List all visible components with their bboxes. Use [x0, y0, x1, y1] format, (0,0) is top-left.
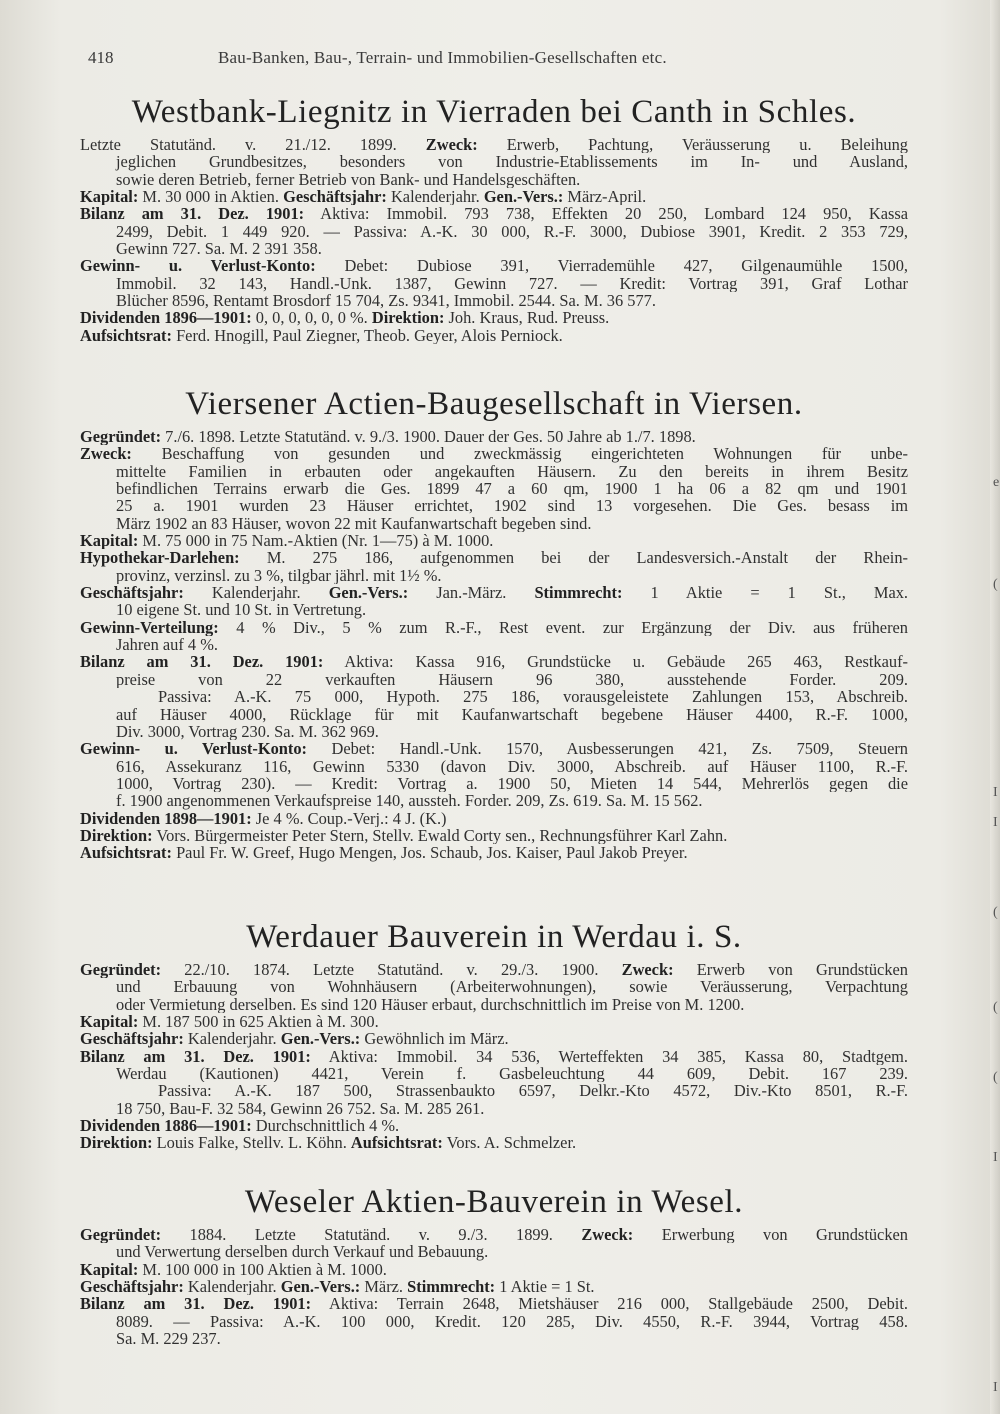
field-text: preise von 22 verkauften Häusern 96 380, ausstehende Forder. 209. — [116, 670, 908, 689]
field-label: Gen.-Vers.: — [483, 188, 564, 206]
field-text: 8089. — Passiva: A.-K. 100 000, Kredit. 120 285, Div. 4550, R.-F. 3944, Vortrag 458. — [116, 1312, 908, 1331]
field-text: Letzte Statutänd. v. 21./12. 1899. — [80, 136, 426, 154]
text-line — [80, 653, 908, 670]
field-text: Blücher 8596, Rentamt Brosdorf 15 704, Zs. 9341, Immobil. 2544. Sa. M. 36 577. — [116, 292, 656, 310]
field-text: oder Vermietung derselben. Es sind 120 Häuser erbaut, durchschnittlich im Preise von M. 1200. — [116, 995, 745, 1014]
text-line — [80, 1278, 908, 1295]
field-label: Direktion: — [371, 309, 445, 327]
text-line — [80, 171, 908, 188]
field-text: Jan.-März. — [408, 584, 535, 602]
field-label: Bilanz am 31. Dez. 1901: — [80, 1295, 312, 1313]
text-line — [80, 549, 908, 566]
field-text: 1 Aktie = 1 St. — [495, 1278, 595, 1296]
field-text: jeglichen Grundbesitzes, besonders von Industrie-Etablissements im In- und Ausland, — [116, 153, 908, 171]
field-text: 1 Aktie = 1 St., Max. — [622, 584, 908, 602]
entry-westbank-liegnitz — [80, 92, 908, 344]
text-line — [80, 1065, 908, 1082]
field-text: 616, Assekuranz 116, Gewinn 5330 (davon Div. 3000, Abschreib. auf Häuser 1100, R.-F. — [116, 757, 908, 775]
field-text: 18 750, Bau-F. 32 584, Gewinn 26 752. Sa. M. 285 261. — [116, 1099, 485, 1118]
edge-mark: ( — [993, 905, 998, 920]
text-line — [80, 1030, 908, 1047]
field-label: Aufsichtsrat: — [80, 326, 172, 345]
field-text: M. 30 000 in Aktien. — [138, 188, 284, 206]
text-line — [80, 1117, 908, 1134]
text-line — [80, 706, 908, 723]
field-text: Paul Fr. W. Greef, Hugo Mengen, Jos. Schaub, Jos. Kaiser, Paul Jakob Preyer. — [171, 844, 688, 862]
adjacent-page-edge — [990, 0, 1000, 1414]
field-text: Werdau (Kautionen) 4421, Verein f. Gasbeleuchtung 44 609, Debit. 167 239. — [116, 1065, 908, 1083]
field-label: Bilanz am 31. Dez. 1901: — [80, 653, 324, 671]
edge-mark: ( — [993, 1000, 998, 1015]
text-line — [80, 532, 908, 549]
text-line — [80, 810, 908, 827]
field-label: Stimmrecht: — [407, 1278, 496, 1296]
field-text: und Erbauung von Wohnhäusern (Arbeiterwohnungen), sowie Veräusserung, Verpachtung — [116, 978, 908, 996]
text-line — [80, 844, 908, 861]
text-line — [80, 205, 908, 222]
field-label: Gen.-Vers.: — [280, 1278, 361, 1296]
field-text: Vors. Bürgermeister Peter Stern, Stellv. Ewald Corty sen., Rechnungsführer Karl Zahn. — [152, 826, 728, 845]
text-line — [80, 1134, 908, 1151]
entry-title: Viersener Actien-Baugesellschaft in Viersen. — [185, 386, 803, 422]
field-text: Passiva: A.-K. 75 000, Hypoth. 275 186, vorausgeleistete Zahlungen 153, Abschreib. — [158, 688, 908, 706]
field-label: Bilanz am 31. Dez. 1901: — [80, 1047, 311, 1066]
text-line — [80, 996, 908, 1013]
field-label: Aufsichtsrat: — [80, 844, 172, 862]
entry-werdauer-bauverein — [80, 917, 908, 1152]
field-label: Direktion: — [80, 826, 153, 845]
field-label: Kapital: — [80, 1260, 139, 1279]
text-line — [80, 758, 908, 775]
entry-title: Werdauer Bauverein in Werdau i. S. — [246, 919, 742, 955]
field-text: Jahren auf 4 %. — [116, 636, 218, 654]
field-text: 1000, Vortrag 230). — Kredit: Vortrag a. 1900 50, Mieten 14 544, Mehrerlös gegen die — [116, 774, 908, 793]
text-line — [80, 978, 908, 995]
entry-body — [80, 136, 908, 344]
field-text: März-April. — [563, 188, 647, 206]
page-header — [88, 48, 908, 74]
field-text: Kalenderjahr. — [386, 188, 484, 206]
field-text: Beschaffung von gesunden und zweckmässig eingerichteten Wohnungen für unbe- — [131, 445, 908, 463]
field-text: mittelte Familien in erbauten oder angekauften Häusern. Zu den bereits in ihrem Besitz — [116, 462, 908, 481]
text-line — [80, 619, 908, 636]
entry-title: Weseler Aktien-Bauverein in Wesel. — [244, 1184, 744, 1220]
entry-viersener-actien-baugesellschaft — [80, 384, 908, 862]
field-label: Kapital: — [80, 532, 139, 550]
text-line — [80, 1261, 908, 1278]
field-label: Gen.-Vers.: — [280, 1030, 361, 1048]
field-text: 10 eigene St. und 10 St. in Vertretung. — [116, 601, 367, 619]
field-label: Geschäftsjahr: — [283, 188, 387, 206]
field-text: Durchschnittlich 4 %. — [251, 1117, 400, 1135]
field-label: Gewinn- u. Verlust-Konto: — [80, 740, 307, 758]
entry-body — [80, 428, 908, 862]
field-text: Erwerb von Grundstücken — [673, 961, 908, 979]
text-line — [80, 240, 908, 257]
field-label: Hypothekar-Darlehen: — [80, 549, 240, 567]
text-line — [80, 1226, 908, 1243]
field-text: Louis Falke, Stellv. L. Köhn. — [152, 1134, 351, 1152]
field-label: Gewinn- u. Verlust-Konto: — [80, 257, 316, 275]
text-line — [80, 309, 908, 326]
field-label: Direktion: — [80, 1134, 153, 1152]
field-label: Gegründet: — [80, 961, 162, 979]
field-text: Je 4 %. Coup.-Verj.: 4 J. (K.) — [251, 809, 447, 827]
field-text: Gewöhnlich im März. — [360, 1030, 509, 1048]
text-line — [80, 740, 908, 757]
field-text: Kalenderjahr. — [183, 1278, 281, 1296]
field-text: Aktiva: Immobil. 793 738, Effekten 20 250, Lombard 124 950, Kassa — [304, 205, 908, 223]
text-line — [80, 497, 908, 514]
text-line — [80, 188, 908, 205]
text-line — [80, 584, 908, 601]
text-line — [80, 671, 908, 688]
field-label: Gen.-Vers.: — [328, 584, 409, 602]
text-line — [80, 445, 908, 462]
field-label: Geschäftsjahr: — [80, 1030, 184, 1048]
field-label: Geschäftsjahr: — [80, 584, 184, 602]
edge-mark: I — [993, 1150, 998, 1165]
field-text: Immobil. 32 143, Handl.-Unk. 1387, Gewinn 727. — Kredit: Vortrag 391, Graf Lothar — [116, 274, 908, 293]
field-text: Debet: Handl.-Unk. 1570, Ausbesserungen 421, Zs. 7509, Steuern — [307, 740, 908, 758]
text-line — [80, 292, 908, 309]
field-text: Div. 3000, Vortrag 230. Sa. M. 362 969. — [116, 722, 379, 741]
field-text: M. 75 000 in 75 Nam.-Aktien (Nr. 1—75) à M. 1000. — [138, 532, 494, 550]
text-line — [80, 636, 908, 653]
text-line — [80, 515, 908, 532]
field-text: auf Häuser 4000, Rücklage für mit Kaufanwartschaft begebene Häuser 4400, R.-F. 1000, — [116, 705, 908, 723]
field-label: Dividenden 1896—1901: — [80, 309, 252, 327]
field-text: Erwerbung von Grundstücken — [633, 1226, 908, 1244]
entry-body — [80, 1226, 908, 1347]
field-text: und Verwertung derselben durch Verkauf und Bebauung. — [116, 1243, 489, 1261]
text-line — [80, 1330, 908, 1347]
text-line — [80, 827, 908, 844]
field-text: 2499, Debit. 1 449 920. — Passiva: A.-K. 30 000, R.-F. 3000, Dubiose 3901, Kredit. 2 353 729, — [116, 222, 908, 241]
text-line — [80, 428, 908, 445]
field-label: Kapital: — [80, 1013, 139, 1031]
page-number: 418 — [88, 48, 114, 67]
field-text: Aktiva: Immobil. 34 536, Werteffekten 34 385, Kassa 80, Stadtgem. — [310, 1047, 908, 1066]
field-text: 22./10. 1874. Letzte Statutänd. v. 29./3. 1900. — [161, 961, 622, 979]
edge-mark: I — [993, 785, 998, 800]
field-label: Kapital: — [80, 188, 139, 206]
field-text: 1884. Letzte Statutänd. v. 9./3. 1899. — [161, 1226, 582, 1244]
edge-mark: ( — [993, 1070, 998, 1085]
field-label: Dividenden 1898—1901: — [80, 809, 252, 827]
field-label: Zweck: — [621, 961, 674, 979]
field-text: M. 275 186, aufgenommen bei der Landesversich.-Anstalt der Rhein- — [239, 549, 908, 567]
field-text: 7./6. 1898. Letzte Statutänd. v. 9./3. 1900. Dauer der Ges. 50 Jahre ab 1./7. 1898. — [161, 428, 696, 446]
field-label: Aufsichtsrat: — [350, 1134, 443, 1152]
field-text: März. — [360, 1278, 408, 1296]
text-line — [80, 327, 908, 344]
field-label: Dividenden 1886—1901: — [80, 1117, 252, 1135]
edge-mark: I — [993, 1380, 998, 1395]
field-label: Zweck: — [80, 445, 132, 463]
field-text: 25 a. 1901 wurden 23 Häuser errichtet, 1902 sind 13 vorgesehen. Die Ges. besass im — [116, 497, 908, 515]
field-label: Geschäftsjahr: — [80, 1278, 184, 1296]
field-text: provinz, verzinsl. zu 3 %, tilgbar jährl. mit 1½ %. — [116, 566, 442, 585]
field-text: Joh. Kraus, Rud. Preuss. — [444, 309, 610, 327]
field-label: Zweck: — [425, 136, 478, 154]
text-line — [80, 775, 908, 792]
field-text: Gewinn 727. Sa. M. 2 391 358. — [116, 240, 322, 258]
text-line — [80, 688, 908, 705]
text-line — [80, 223, 908, 240]
entry-weseler-aktien-bauverein — [80, 1182, 908, 1347]
text-line — [80, 153, 908, 170]
field-text: Debet: Dubiose 391, Vierrademühle 427, Gilgenaumühle 1500, — [315, 257, 908, 275]
field-text: 0, 0, 0, 0, 0, 0 %. — [251, 309, 372, 327]
text-line — [80, 1295, 908, 1312]
field-text: Kalenderjahr. — [183, 584, 329, 602]
field-text: Erwerb, Pachtung, Veräusserung u. Beleihung — [477, 136, 908, 154]
field-text: Sa. M. 229 237. — [116, 1330, 221, 1348]
field-text: Passiva: A.-K. 187 500, Strassenbaukto 6597, Delkr.-Kto 4572, Div.-Kto 8501, R.-F. — [158, 1082, 908, 1100]
field-label: Gewinn-Verteilung: — [80, 618, 219, 637]
text-line — [80, 257, 908, 274]
text-line — [80, 961, 908, 978]
field-text: Aktiva: Terrain 2648, Mietshäuser 216 000, Stallgebäude 2500, Debit. — [311, 1295, 908, 1313]
text-line — [80, 275, 908, 292]
text-line — [80, 1048, 908, 1065]
edge-mark: I — [993, 815, 998, 830]
text-line — [80, 1082, 908, 1099]
field-text: Vors. A. Schmelzer. — [442, 1134, 577, 1152]
field-text: Ferd. Hnogill, Paul Ziegner, Theob. Geyer, Alois Perniock. — [171, 326, 563, 345]
text-line — [80, 1013, 908, 1030]
running-title: Bau-Banken, Bau-, Terrain- und Immobilien-Gesellschaften etc. — [218, 48, 667, 67]
entry-body — [80, 961, 908, 1152]
text-line — [80, 1100, 908, 1117]
text-line — [80, 601, 908, 618]
text-line — [80, 723, 908, 740]
field-label: Bilanz am 31. Dez. 1901: — [80, 205, 305, 223]
field-text: f. 1900 angenommenen Verkaufspreise 140, ausstеh. Forder. 209, Zs. 619. Sa. M. 15 562. — [116, 792, 703, 810]
text-line — [80, 463, 908, 480]
text-line — [80, 136, 908, 153]
entry-title: Westbank-Liegnitz in Vierraden bei Canth in Schles. — [131, 94, 857, 130]
field-text: Kalenderjahr. — [183, 1030, 281, 1048]
edge-mark: e — [993, 475, 1000, 490]
field-label: Zweck: — [581, 1226, 634, 1244]
text-line — [80, 1313, 908, 1330]
field-label: Stimmrecht: — [534, 584, 623, 602]
field-label: Gegründet: — [80, 428, 162, 446]
field-text: befindlichen Terrains erwarb die Ges. 1899 47 a 60 qm, 1900 1 ha 06 a 82 qm und 1901 — [116, 480, 908, 498]
field-text: Aktiva: Kassa 916, Grundstücke u. Gebäude 265 463, Restkauf- — [323, 653, 908, 671]
text-line — [80, 792, 908, 809]
field-text: M. 187 500 in 625 Aktien à M. 300. — [138, 1013, 379, 1031]
field-label: Gegründet: — [80, 1226, 162, 1244]
field-text: 4 % Div., 5 % zum R.-F., Rest event. zur Ergänzung der Div. aus früheren — [218, 618, 908, 637]
field-text: März 1902 an 83 Häuser, wovon 22 mit Kaufanwartschaft begeben sind. — [116, 514, 592, 533]
text-line — [80, 480, 908, 497]
text-line — [80, 567, 908, 584]
field-text: sowie deren Betrieb, ferner Betrieb von Bank- und Handelsgeschäften. — [116, 170, 581, 189]
edge-mark: ( — [993, 577, 998, 592]
text-line — [80, 1243, 908, 1260]
field-text: M. 100 000 in 100 Aktien à M. 1000. — [138, 1260, 387, 1279]
